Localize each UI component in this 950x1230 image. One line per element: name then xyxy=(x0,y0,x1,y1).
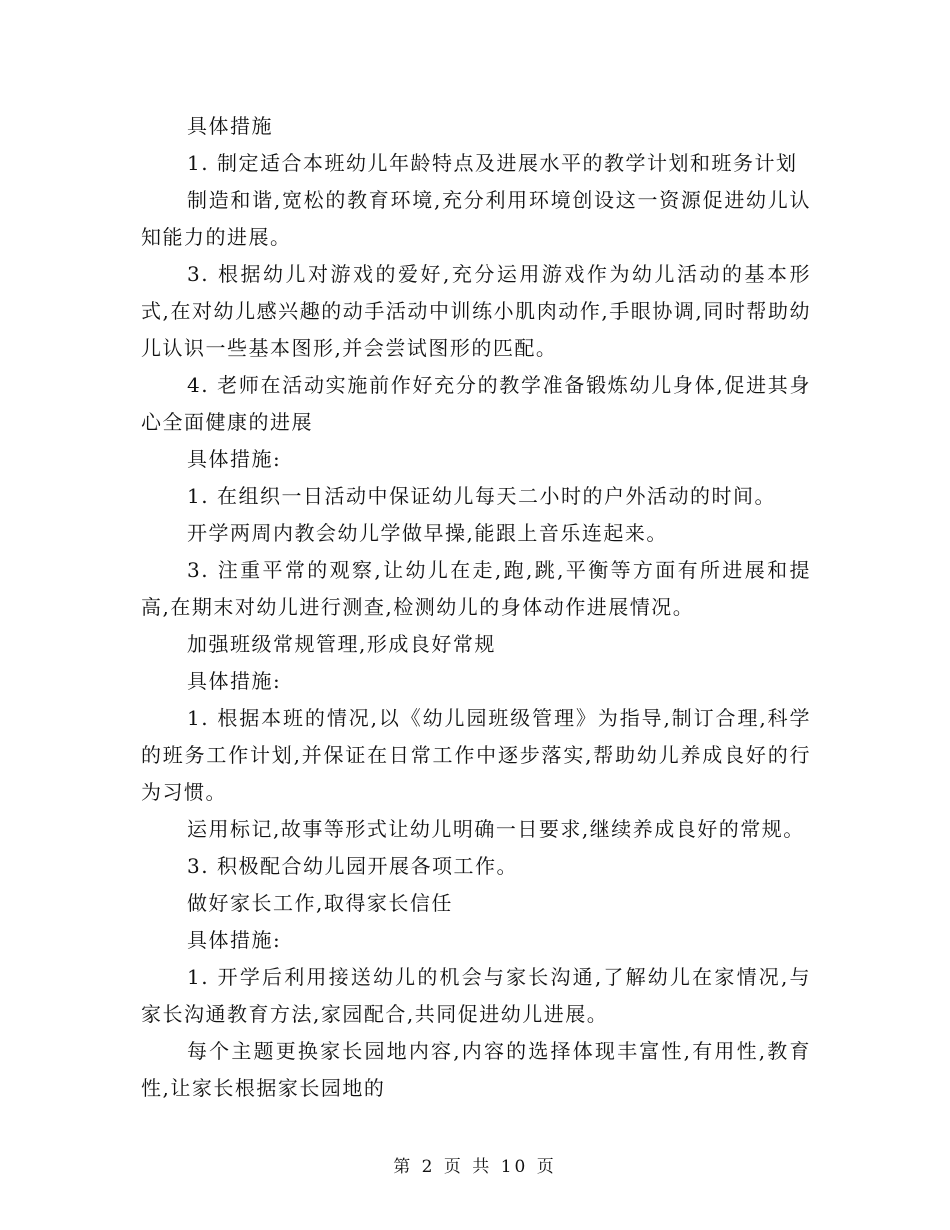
paragraph-measures-heading-3: 具体措施: xyxy=(187,669,282,693)
paragraph-item-1-parent-communication: 1. 开学后利用接送幼儿的机会与家长沟通,了解幼儿在家情况,与家长沟通教育方法,家园配合,共同促进幼儿进展。 xyxy=(141,965,811,1026)
page-number-footer: 第 2 页 共 10 页 xyxy=(393,1157,557,1177)
document-body xyxy=(141,108,811,1107)
paragraph-measures-heading-2: 具体措施: xyxy=(187,447,282,471)
paragraph-measures-heading-1: 具体措施 xyxy=(187,114,273,138)
paragraph-section-parents: 做好家长工作,取得家长信任 xyxy=(187,891,453,915)
paragraph-item-marks-stories: 运用标记,故事等形式让幼儿明确一日要求,继续养成良好的常规。 xyxy=(187,817,805,841)
paragraph-item-parent-board: 每个主题更换家长园地内容,内容的选择体现丰富性,有用性,教育性,让家长根据家长园地的 xyxy=(141,1039,811,1100)
paragraph-measures-heading-4: 具体措施: xyxy=(187,928,282,952)
paragraph-item-3-cooperate: 3. 积极配合幼儿园开展各项工作。 xyxy=(187,854,518,878)
paragraph-item-4-teacher-prep: 4. 老师在活动实施前作好充分的教学准备锻炼幼儿身体,促进其身心全面健康的进展 xyxy=(141,373,811,434)
paragraph-item-3-observation: 3. 注重平常的观察,让幼儿在走,跑,跳,平衡等方面有所进展和提高,在期末对幼儿进行测查,检测幼儿的身体动作进展情况。 xyxy=(141,558,811,619)
paragraph-item-environment: 制造和谐,宽松的教育环境,充分利用环境创设这一资源促进幼儿认知能力的进展。 xyxy=(141,188,811,249)
paragraph-item-1-outdoor: 1. 在组织一日活动中保证幼儿每天二小时的户外活动的时间。 xyxy=(187,484,776,508)
paragraph-item-1-teaching-plan: 1. 制定适合本班幼儿年龄特点及进展水平的教学计划和班务计划 xyxy=(187,151,798,175)
paragraph-item-3-games: 3. 根据幼儿对游戏的爱好,充分运用游戏作为幼儿活动的基本形式,在对幼儿感兴趣的动手活动中训练小肌肉动作,手眼协调,同时帮助幼儿认识一些基本图形,并会尝试图形的匹配。 xyxy=(141,262,811,360)
paragraph-item-morning-exercise: 开学两周内教会幼儿学做早操,能跟上音乐连起来。 xyxy=(187,521,668,545)
paragraph-section-class-routine: 加强班级常规管理,形成良好常规 xyxy=(187,632,496,656)
paragraph-item-1-class-management: 1. 根据本班的情况,以《幼儿园班级管理》为指导,制订合理,科学的班务工作计划,并保证在日常工作中逐步落实,帮助幼儿养成良好的行为习惯。 xyxy=(141,706,811,804)
